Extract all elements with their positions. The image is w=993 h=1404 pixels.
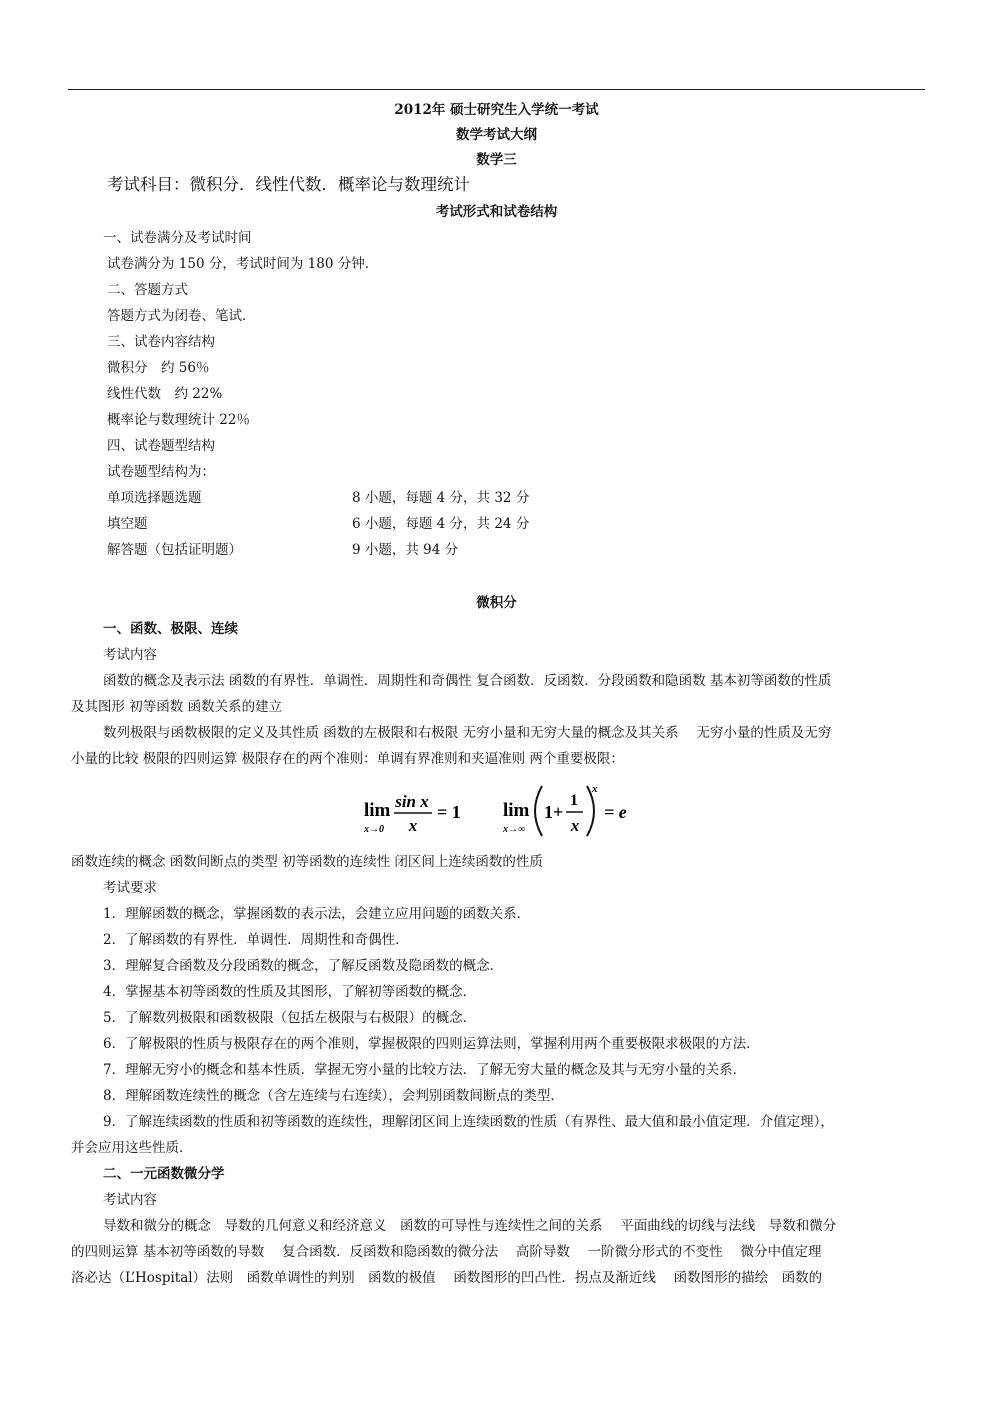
rhs-1: = 1 [437, 802, 461, 822]
list-item: 4．掌握基本初等函数的性质及其图形，了解初等函数的概念． [103, 984, 477, 1000]
section1-para1-line2: 及其图形 初等函数 函数关系的建立 [71, 699, 283, 715]
section1-para2-line2: 小量的比较 极限的四则运算 极限存在的两个准则：单调有界准则和夹逼准则 两个重要极限： [71, 751, 624, 767]
calculus-heading: 微积分 [476, 595, 517, 611]
fraction-num-2: 1 [570, 792, 578, 809]
list-item: 6．了解极限的性质与极限存在的两个准则，掌握极限的四则运算法则，掌握利用两个重要极限求极限的方法． [103, 1036, 760, 1052]
structure-heading: 考试形式和试卷结构 [435, 204, 558, 220]
list-item: 1．理解函数的概念，掌握函数的表示法，会建立应用问题的函数关系． [103, 906, 531, 922]
s2-text: 答题方式为闭卷、笔试． [107, 308, 256, 324]
list-item: 7．理解无穷小的概念和基本性质．掌握无穷小量的比较方法．了解无穷大量的概念及其与无穷小量的关系． [103, 1062, 747, 1078]
section2-para-line2: 的四则运算 基本初等函数的导数 复合函数．反函数和隐函数的微分法 高阶导数 一阶微分形式的不变性 微分中值定理 [71, 1244, 822, 1260]
limit-formulas [0, 780, 993, 842]
question-type-name: 单项选择题选题 [107, 490, 202, 506]
lim-text-2: lim [503, 800, 530, 821]
section1-para1-line1: 函数的概念及表示法 函数的有界性．单调性．周期性和奇偶性 复合函数．反函数．分段函数和隐函数 基本初等函数的性质 [103, 673, 832, 689]
section2-para-line1: 导数和微分的概念 导数的几何意义和经济意义 函数的可导性与连续性之间的关系 平面曲线的切线与法线 导数和微分 [103, 1218, 837, 1234]
section1-req-label: 考试要求 [103, 880, 157, 896]
section1-title: 一、函数、极限、连续 [103, 621, 238, 637]
s2-heading: 二、答题方式 [107, 282, 188, 298]
content-item: 线性代数 约 22% [107, 386, 223, 402]
section1-para2-line1: 数列极限与函数极限的定义及其性质 函数的左极限和右极限 无穷小量和无穷大量的概念及其关系 无穷小量的性质及无穷 [103, 725, 832, 741]
fraction-den-2: x [570, 816, 580, 835]
section2-content-label: 考试内容 [103, 1192, 157, 1208]
exam-subjects: 考试科目：微积分．线性代数．概率论与数理统计 [107, 175, 470, 194]
doc-subject: 数学三 [476, 152, 517, 168]
section1-para3: 函数连续的概念 函数间断点的类型 初等函数的连续性 闭区间上连续函数的性质 [71, 854, 543, 870]
section2-para-line3: 洛必达（L’Hospital）法则 函数单调性的判别 函数的极值 函数图形的凹凸性．拐点及渐近线 函数图形的描绘 函数的 [71, 1270, 823, 1286]
doc-subtitle: 数学考试大纲 [456, 127, 537, 143]
lim-sub-2: x→∞ [503, 824, 526, 835]
one-plus: 1+ [544, 802, 564, 822]
question-type-detail: 6 小题，每题 4 分，共 24 分 [352, 516, 530, 532]
fraction-den-1: x [408, 816, 418, 835]
fraction-num-1: sin x [395, 792, 429, 811]
left-paren [535, 786, 542, 836]
list-item-continuation: 并会应用这些性质． [71, 1140, 193, 1156]
question-type-name: 解答题（包括证明题） [107, 542, 242, 558]
s4-intro: 试卷题型结构为： [107, 464, 215, 480]
exponent: x [592, 783, 598, 795]
s1-heading: 一、试卷满分及考试时间 [103, 230, 252, 246]
s4-heading: 四、试卷题型结构 [107, 438, 215, 454]
question-type-name: 填空题 [107, 516, 148, 532]
rhs-2: = e [604, 802, 627, 822]
header-rule [68, 89, 925, 90]
content-item: 微积分 约 56％ [107, 360, 210, 376]
list-item: 5．了解数列极限和函数极限（包括左极限与右极限）的概念． [103, 1010, 477, 1026]
list-item: 9．了解连续函数的性质和初等函数的连续性，理解闭区间上连续函数的性质（有界性、最大值和最小值定理．介值定理）， [103, 1114, 834, 1130]
s3-heading: 三、试卷内容结构 [107, 334, 215, 350]
lim-sub-1: x→0 [364, 824, 384, 835]
list-item: 2．了解函数的有界性．单调性．周期性和奇偶性． [103, 932, 409, 948]
question-type-detail: 8 小题，每题 4 分，共 32 分 [352, 490, 530, 506]
content-item: 概率论与数理统计 22％ [107, 412, 250, 428]
section2-title: 二、一元函数微分学 [103, 1166, 225, 1182]
doc-title: 2012年 硕士研究生入学统一考试 [394, 102, 599, 118]
section1-content-label: 考试内容 [103, 647, 157, 663]
list-item: 8．理解函数连续性的概念（含左连续与右连续），会判别函数间断点的类型． [103, 1088, 564, 1104]
list-item: 3．理解复合函数及分段函数的概念，了解反函数及隐函数的概念． [103, 958, 504, 974]
question-type-detail: 9 小题，共 94 分 [352, 542, 459, 558]
lim-text-1: lim [364, 800, 391, 821]
s1-text: 试卷满分为 150 分，考试时间为 180 分钟． [107, 256, 379, 272]
